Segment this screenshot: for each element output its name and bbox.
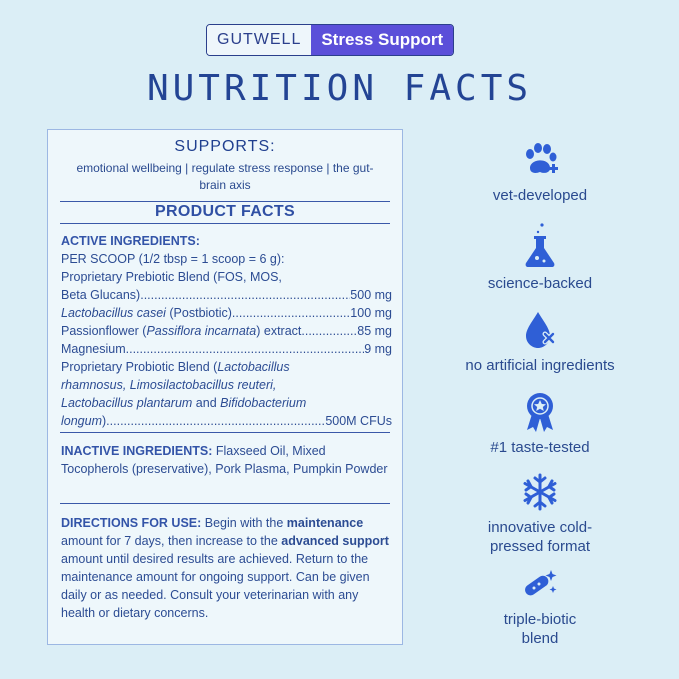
facts-panel <box>47 129 403 645</box>
ingredient-amount: 100 mg <box>350 306 392 320</box>
page-title: NUTRITION FACTS <box>146 68 533 109</box>
bacteria-sparkle-icon <box>520 568 560 604</box>
feature-label: #1 taste-tested <box>490 439 590 456</box>
inactive-label: INACTIVE INGREDIENTS: <box>61 444 213 458</box>
ingredient-amount: 500M CFUs <box>325 414 392 428</box>
ingredient-latin: Lactobacillus <box>217 360 290 374</box>
brand-badge <box>206 24 454 56</box>
snowflake-icon <box>520 472 560 512</box>
supports-text: emotional wellbeing | regulate stress response | the gut-brain axis <box>76 161 374 192</box>
feature-label: science-backed <box>487 275 593 292</box>
feature-label: triple-biotic blend <box>503 611 577 647</box>
leader-dots <box>126 340 365 358</box>
directions <box>61 514 392 622</box>
directions-text: Begin with the <box>201 516 287 530</box>
ingredient-latin: rhamnosus, Limosilactobacillus reuteri, <box>61 378 277 392</box>
product-facts-heading: PRODUCT FACTS <box>155 203 295 220</box>
per-scoop: PER SCOOP (1/2 tbsp = 1 scoop = 6 g): <box>61 252 285 266</box>
feature-taste-tested <box>440 390 640 457</box>
ingredient-row <box>61 304 392 322</box>
drop-x-icon <box>520 310 560 350</box>
directions-label: DIRECTIONS FOR USE: <box>61 516 202 530</box>
ingredient-note: (Postbiotic) <box>165 306 232 320</box>
ingredient-amount: 500 mg <box>350 288 392 302</box>
leader-dots <box>232 304 350 322</box>
ingredient-amount: 9 mg <box>364 342 392 356</box>
feature-science-backed <box>440 222 640 293</box>
brand-name: GUTWELL <box>207 25 311 55</box>
active-ingredients-label: ACTIVE INGREDIENTS: <box>61 234 200 248</box>
paw-plus-icon <box>520 140 560 180</box>
directions-text: amount until desired results are achieved. Return to the maintenance amount for ongoing support. Can be given daily or as needed. Consult your veterinarian with any health or dietary concerns. <box>61 552 370 620</box>
feature-vet-developed <box>440 140 640 205</box>
award-ribbon-icon <box>520 390 560 432</box>
product-name: Stress Support <box>311 25 453 55</box>
feature-label: innovative cold- pressed format <box>487 519 593 555</box>
probiotic-line1 <box>61 358 392 376</box>
directions-emphasis: maintenance <box>286 516 364 530</box>
ingredient-row <box>61 322 392 340</box>
inactive-ingredients <box>61 442 392 478</box>
ingredient-name: Lactobacillus casei <box>61 306 166 320</box>
divider <box>60 223 390 224</box>
leader-dots <box>301 322 357 340</box>
ingredient-latin: longum <box>61 414 102 428</box>
ingredient-name: Proprietary Probiotic Blend ( <box>61 360 218 374</box>
ingredient-name: Magnesium <box>61 342 126 356</box>
feature-no-artificial <box>440 310 640 375</box>
divider <box>60 432 390 433</box>
ingredient-latin: Bifidobacterium <box>220 396 307 410</box>
prebiotic-line1: Proprietary Prebiotic Blend (FOS, MOS, <box>61 270 282 284</box>
leader-dots <box>140 286 350 304</box>
ingredient-row <box>61 340 392 358</box>
feature-triple-biotic <box>440 568 640 648</box>
conjunction: and <box>192 396 221 410</box>
directions-emphasis: advanced support <box>281 534 389 548</box>
supports-heading: SUPPORTS: <box>174 138 276 155</box>
ingredient-name: Passionflower ( <box>61 324 147 338</box>
ingredient-latin: Lactobacillus plantarum <box>61 396 193 410</box>
ingredient-amount: 85 mg <box>357 324 392 338</box>
feature-label: vet-developed <box>492 187 588 204</box>
flask-icon <box>520 222 560 268</box>
probiotic-line3 <box>61 394 392 412</box>
ingredient-latin: Passiflora incarnata <box>146 324 257 338</box>
ingredient-note: ) <box>102 414 107 428</box>
active-ingredients <box>61 232 392 430</box>
leader-dots <box>106 412 325 430</box>
divider <box>60 503 390 504</box>
ingredient-note: ) extract <box>256 324 302 338</box>
inactive-text: Flaxseed Oil, Mixed Tocopherols (preservative), Pork Plasma, Pumpkin Powder <box>61 444 388 476</box>
ingredient-row <box>61 286 392 304</box>
probiotic-line2 <box>61 376 392 394</box>
ingredient-name: Beta Glucans) <box>61 288 141 302</box>
feature-cold-pressed <box>440 472 640 556</box>
ingredient-row <box>61 412 392 430</box>
divider <box>60 201 390 202</box>
feature-label: no artificial ingredients <box>465 357 615 374</box>
directions-text: amount for 7 days, then increase to the <box>61 534 282 548</box>
